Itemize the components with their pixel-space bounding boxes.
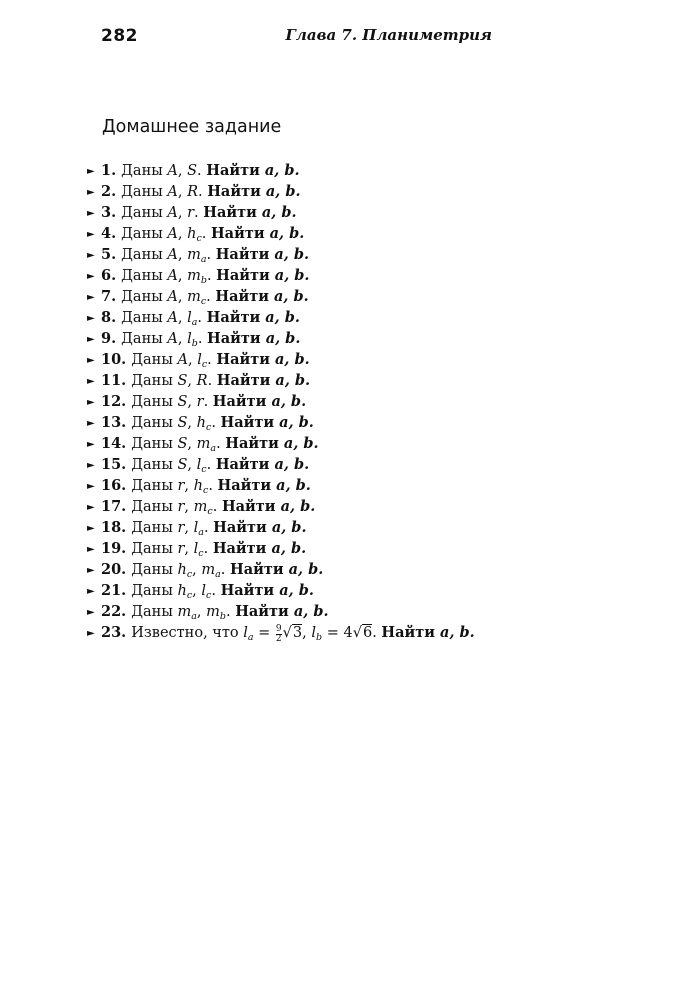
variable-letter: r bbox=[177, 520, 185, 536]
triangle-marker-icon: ► bbox=[87, 439, 95, 450]
math-variable bbox=[167, 247, 177, 263]
given-word: Даны bbox=[121, 205, 168, 221]
problem-text: Даны S, $m_a$. Найти a, b. bbox=[131, 435, 319, 454]
variable-letter: m bbox=[187, 247, 201, 263]
variable-subscript: c bbox=[206, 590, 212, 601]
triangle-marker-icon: ► bbox=[87, 292, 95, 303]
find-word: Найти bbox=[225, 435, 284, 452]
problem-text: Даны A, $m_a$. Найти a, b. bbox=[121, 246, 310, 265]
given-word: Даны bbox=[131, 352, 178, 368]
math-variable bbox=[167, 226, 177, 242]
problem-text: Даны r, $l_c$. Найти a, b. bbox=[131, 540, 307, 559]
problem-item bbox=[87, 349, 475, 370]
problem-item bbox=[87, 160, 475, 181]
problem-number: 13. bbox=[101, 414, 127, 431]
triangle-marker-icon: ► bbox=[87, 166, 95, 177]
variable-letter: l bbox=[187, 310, 192, 326]
triangle-marker-icon: ► bbox=[87, 481, 95, 492]
problem-list bbox=[87, 160, 475, 643]
target-variables: a, b. bbox=[275, 372, 311, 389]
variable-letter: r bbox=[177, 541, 185, 557]
target-variables: a, b. bbox=[276, 477, 311, 494]
variable-letter: S bbox=[177, 394, 188, 410]
math-variable bbox=[177, 373, 187, 389]
problem-text: Даны r, $l_a$. Найти a, b. bbox=[131, 519, 307, 538]
given-word: Даны bbox=[131, 583, 178, 599]
target-variables: a, b. bbox=[265, 330, 301, 347]
math-variable bbox=[167, 268, 177, 284]
variable-letter: R bbox=[196, 373, 208, 389]
variable-letter: h bbox=[193, 478, 203, 494]
section-title: Домашнее задание bbox=[102, 117, 282, 137]
math-variable bbox=[194, 541, 204, 557]
find-word: Найти bbox=[217, 477, 277, 494]
given-word: Даны bbox=[131, 373, 178, 389]
problem-number: 5. bbox=[101, 246, 117, 263]
variable-letter: l bbox=[187, 331, 192, 347]
problem-text: Даны S, r. Найти a, b. bbox=[131, 393, 307, 410]
problem-number: 21. bbox=[101, 582, 127, 599]
math-variable bbox=[177, 415, 187, 431]
given-word: Даны bbox=[121, 226, 168, 242]
find-word: Найти bbox=[235, 603, 294, 620]
problem-text: Известно, что $l_a$ = $\frac{9}{2}$ √3, $l_b = 4√6$. Найти a, b. bbox=[131, 624, 475, 644]
radicand: 3 bbox=[292, 625, 303, 641]
find-word: Найти bbox=[216, 372, 276, 389]
math-variable bbox=[177, 583, 192, 599]
problem-item bbox=[87, 412, 475, 433]
problem-text: Даны A, $m_b$. Найти a, b. bbox=[121, 267, 310, 286]
target-variables: a, b. bbox=[280, 498, 316, 515]
variable-subscript: a bbox=[191, 611, 197, 622]
variable-letter: A bbox=[167, 163, 178, 179]
problem-number: 18. bbox=[101, 519, 127, 536]
find-word: Найти bbox=[220, 582, 280, 599]
page-number: 282 bbox=[101, 26, 138, 46]
problem-text: Даны S, $l_c$. Найти a, b. bbox=[131, 456, 310, 475]
math-variable bbox=[197, 352, 207, 368]
math-variable bbox=[167, 289, 177, 305]
variable-letter: A bbox=[177, 352, 188, 368]
find-word: Найти bbox=[207, 330, 266, 347]
find-word: Найти bbox=[381, 624, 441, 641]
math-variable bbox=[167, 310, 177, 326]
math-variable bbox=[197, 373, 208, 389]
problem-item bbox=[87, 601, 475, 622]
given-word: Даны bbox=[121, 310, 168, 326]
triangle-marker-icon: ► bbox=[87, 334, 95, 345]
math-variable bbox=[177, 499, 184, 515]
problem-number: 1. bbox=[101, 162, 117, 179]
variable-letter: A bbox=[167, 247, 178, 263]
variable-subscript: c bbox=[207, 506, 213, 517]
running-head: Глава 7. Планиметрия bbox=[285, 26, 492, 44]
target-variables: a, b. bbox=[271, 393, 307, 410]
math-variable bbox=[197, 415, 212, 431]
given-word: Даны bbox=[131, 457, 178, 473]
variable-subscript: a bbox=[191, 317, 198, 328]
math-variable bbox=[206, 604, 226, 620]
math-variable bbox=[177, 457, 187, 473]
problem-item bbox=[87, 370, 475, 391]
variable-letter: A bbox=[167, 289, 178, 305]
given-word: Даны bbox=[131, 520, 178, 536]
math-variable bbox=[167, 331, 177, 347]
math-variable bbox=[187, 163, 197, 179]
variable-subscript: c bbox=[202, 485, 209, 496]
variable-letter: l bbox=[196, 457, 202, 473]
variable-letter: m bbox=[201, 562, 216, 578]
triangle-marker-icon: ► bbox=[87, 271, 95, 282]
variable-letter: r bbox=[196, 394, 204, 410]
problem-item bbox=[87, 328, 475, 349]
variable-subscript: c bbox=[186, 569, 193, 580]
variable-letter: h bbox=[196, 415, 206, 431]
problem-number: 11. bbox=[101, 372, 127, 389]
target-variables: a, b. bbox=[265, 309, 300, 326]
given-word: Даны bbox=[121, 184, 168, 200]
problem-number: 9. bbox=[101, 330, 117, 347]
variable-subscript: b bbox=[200, 275, 207, 286]
problem-number: 7. bbox=[101, 288, 117, 305]
find-word: Найти bbox=[220, 414, 280, 431]
problem-text: Даны A, $h_c$. Найти a, b. bbox=[121, 225, 305, 244]
problem-item bbox=[87, 307, 475, 328]
triangle-marker-icon: ► bbox=[87, 313, 95, 324]
variable-letter: r bbox=[187, 205, 195, 221]
variable-letter: S bbox=[187, 163, 198, 179]
given-word: Даны bbox=[131, 478, 178, 494]
variable-letter: m bbox=[206, 604, 220, 620]
triangle-marker-icon: ► bbox=[87, 565, 95, 576]
triangle-marker-icon: ► bbox=[87, 502, 95, 513]
problem-item bbox=[87, 286, 475, 307]
given-word: Даны bbox=[121, 163, 168, 179]
problem-text: Даны A, R. Найти a, b. bbox=[121, 183, 301, 200]
variable-subscript: c bbox=[198, 548, 204, 559]
find-word: Найти bbox=[206, 162, 265, 179]
problem-text: Даны S, $h_c$. Найти a, b. bbox=[131, 414, 314, 433]
variable-letter: m bbox=[193, 499, 208, 515]
variable-letter: l bbox=[197, 352, 202, 368]
variable-letter: l bbox=[243, 625, 248, 641]
target-variables: a, b. bbox=[271, 540, 307, 557]
triangle-marker-icon: ► bbox=[87, 544, 95, 555]
math-variable bbox=[187, 226, 202, 242]
radicand: 6 bbox=[362, 625, 373, 641]
target-variables: a, b. bbox=[293, 603, 329, 620]
given-word: Даны bbox=[121, 289, 168, 305]
problem-text: Даны A, r. Найти a, b. bbox=[121, 204, 297, 221]
variable-subscript: b bbox=[191, 338, 198, 349]
variable-letter: A bbox=[167, 184, 178, 200]
variable-letter: m bbox=[187, 268, 201, 284]
find-word: Найти bbox=[221, 498, 281, 515]
problem-number: 2. bbox=[101, 183, 117, 200]
math-variable bbox=[177, 352, 187, 368]
variable-letter: l bbox=[193, 541, 199, 557]
target-variables: a, b. bbox=[288, 561, 324, 578]
fraction bbox=[276, 625, 282, 644]
math-variable bbox=[197, 394, 204, 410]
problem-text: Даны A, S. Найти a, b. bbox=[121, 162, 300, 179]
find-word: Найти bbox=[215, 246, 275, 263]
variable-subscript: c bbox=[196, 233, 202, 244]
variable-letter: A bbox=[167, 310, 178, 326]
target-variables: a, b. bbox=[275, 351, 310, 368]
problem-text: Даны A, $m_c$. Найти a, b. bbox=[121, 288, 309, 307]
problem-number: 20. bbox=[101, 561, 127, 578]
radical-sign: √ bbox=[352, 625, 362, 641]
math-variable bbox=[197, 436, 216, 452]
variable-letter: A bbox=[167, 205, 178, 221]
math-variable bbox=[187, 268, 207, 284]
variable-letter: l bbox=[193, 520, 199, 536]
problem-item bbox=[87, 454, 475, 475]
math-variable bbox=[187, 184, 198, 200]
problem-item bbox=[87, 202, 475, 223]
math-variable bbox=[187, 205, 194, 221]
variable-subscript: a bbox=[210, 443, 217, 454]
given-word: Даны bbox=[131, 394, 178, 410]
math-variable bbox=[187, 310, 197, 326]
variable-letter: h bbox=[187, 226, 197, 242]
given-word: Даны bbox=[131, 562, 178, 578]
given-word: Даны bbox=[131, 415, 178, 431]
find-word: Найти bbox=[212, 393, 272, 410]
problem-text: Даны A, $l_a$. Найти a, b. bbox=[121, 309, 300, 328]
problem-item bbox=[87, 580, 475, 601]
variable-subscript: a bbox=[198, 527, 204, 538]
problem-item bbox=[87, 181, 475, 202]
math-variable bbox=[177, 604, 196, 620]
variable-subscript: c bbox=[205, 422, 212, 433]
variable-letter: h bbox=[177, 583, 187, 599]
target-variables: a, b. bbox=[271, 519, 307, 536]
variable-subscript: b bbox=[219, 611, 226, 622]
math-variable bbox=[311, 625, 322, 641]
problem-item bbox=[87, 265, 475, 286]
given-word: Даны bbox=[131, 436, 178, 452]
problem-text: Даны r, $h_c$. Найти a, b. bbox=[131, 477, 311, 496]
given-word: Даны bbox=[131, 499, 178, 515]
problem-item bbox=[87, 223, 475, 244]
variable-subscript: a bbox=[247, 632, 254, 643]
math-variable bbox=[177, 478, 184, 494]
variable-subscript: b bbox=[316, 632, 323, 643]
problem-number: 12. bbox=[101, 393, 127, 410]
math-variable bbox=[177, 436, 187, 452]
triangle-marker-icon: ► bbox=[87, 418, 95, 429]
math-variable bbox=[243, 625, 253, 641]
variable-letter: r bbox=[177, 499, 185, 515]
math-variable bbox=[177, 394, 187, 410]
triangle-marker-icon: ► bbox=[87, 376, 95, 387]
variable-letter: S bbox=[177, 373, 188, 389]
find-word: Найти bbox=[210, 225, 270, 242]
triangle-marker-icon: ► bbox=[87, 187, 95, 198]
target-variables: a, b. bbox=[283, 435, 319, 452]
variable-letter: m bbox=[177, 604, 192, 620]
variable-letter: S bbox=[177, 415, 188, 431]
fraction-numerator: 9 bbox=[275, 624, 282, 634]
problem-text: Даны r, $m_c$. Найти a, b. bbox=[131, 498, 316, 517]
target-variables: a, b. bbox=[274, 246, 310, 263]
problem-text: Даны $m_a$, $m_b$. Найти a, b. bbox=[131, 603, 329, 622]
triangle-marker-icon: ► bbox=[87, 586, 95, 597]
target-variables: a, b. bbox=[279, 414, 314, 431]
problem-number: 4. bbox=[101, 225, 117, 242]
target-variables: a, b. bbox=[279, 582, 314, 599]
square-root bbox=[353, 624, 372, 641]
variable-letter: m bbox=[187, 289, 201, 305]
target-variables: a, b. bbox=[261, 204, 297, 221]
problem-item bbox=[87, 244, 475, 265]
problem-item bbox=[87, 475, 475, 496]
problem-number: 3. bbox=[101, 204, 117, 221]
math-variable bbox=[167, 205, 177, 221]
target-variables: a, b. bbox=[274, 267, 310, 284]
variable-subscript: c bbox=[200, 296, 207, 307]
variable-subscript: c bbox=[186, 590, 193, 601]
math-variable bbox=[201, 583, 211, 599]
problem-number: 22. bbox=[101, 603, 127, 620]
math-variable bbox=[194, 499, 213, 515]
triangle-marker-icon: ► bbox=[87, 523, 95, 534]
problem-item bbox=[87, 622, 475, 643]
variable-letter: S bbox=[177, 457, 188, 473]
variable-letter: h bbox=[177, 562, 187, 578]
find-word: Найти bbox=[203, 204, 262, 221]
problem-number: 15. bbox=[101, 456, 127, 473]
problem-item bbox=[87, 496, 475, 517]
math-variable bbox=[177, 520, 184, 536]
math-variable bbox=[177, 562, 192, 578]
variable-letter: S bbox=[177, 436, 188, 452]
square-root bbox=[283, 624, 302, 641]
problem-text: Даны $h_c$, $m_a$. Найти a, b. bbox=[131, 561, 324, 580]
problem-number: 6. bbox=[101, 267, 117, 284]
given-word: Даны bbox=[121, 247, 168, 263]
variable-letter: A bbox=[167, 226, 178, 242]
target-variables: a, b. bbox=[264, 162, 300, 179]
problem-number: 16. bbox=[101, 477, 127, 494]
triangle-marker-icon: ► bbox=[87, 250, 95, 261]
fraction-denominator: 2 bbox=[275, 634, 282, 644]
problem-text: Даны A, $l_c$. Найти a, b. bbox=[131, 351, 310, 370]
find-word: Найти bbox=[216, 267, 275, 284]
math-variable bbox=[187, 289, 206, 305]
find-word: Найти bbox=[207, 183, 266, 200]
variable-subscript: a bbox=[215, 569, 221, 580]
find-word: Найти bbox=[213, 519, 272, 536]
problem-text: Даны S, R. Найти a, b. bbox=[131, 372, 311, 389]
given-word: Даны bbox=[121, 331, 168, 347]
variable-letter: m bbox=[196, 436, 211, 452]
variable-letter: R bbox=[187, 184, 199, 200]
given-word: Даны bbox=[131, 541, 178, 557]
triangle-marker-icon: ► bbox=[87, 628, 95, 639]
radical-sign: √ bbox=[282, 625, 292, 641]
find-word: Найти bbox=[215, 456, 275, 473]
math-variable bbox=[187, 331, 198, 347]
variable-letter: A bbox=[167, 331, 178, 347]
find-word: Найти bbox=[216, 351, 276, 368]
problem-text: Даны $h_c$, $l_c$. Найти a, b. bbox=[131, 582, 314, 601]
variable-letter: r bbox=[177, 478, 185, 494]
target-variables: a, b. bbox=[274, 288, 309, 305]
math-variable bbox=[167, 163, 177, 179]
coefficient: 4 bbox=[343, 625, 353, 641]
problem-number: 17. bbox=[101, 498, 127, 515]
variable-subscript: a bbox=[200, 254, 207, 265]
given-word: Даны bbox=[131, 604, 178, 620]
find-word: Найти bbox=[206, 309, 266, 326]
target-variables: a, b. bbox=[265, 183, 301, 200]
target-variables: a, b. bbox=[269, 225, 305, 242]
math-variable bbox=[194, 520, 204, 536]
problem-item bbox=[87, 517, 475, 538]
problem-item bbox=[87, 391, 475, 412]
problem-number: 8. bbox=[101, 309, 117, 326]
variable-letter: A bbox=[167, 268, 178, 284]
problem-number: 14. bbox=[101, 435, 127, 452]
triangle-marker-icon: ► bbox=[87, 208, 95, 219]
problem-number: 10. bbox=[101, 351, 127, 368]
variable-letter: l bbox=[201, 583, 207, 599]
math-variable bbox=[201, 562, 220, 578]
triangle-marker-icon: ► bbox=[87, 460, 95, 471]
triangle-marker-icon: ► bbox=[87, 397, 95, 408]
problem-number: 23. bbox=[101, 624, 127, 641]
find-word: Найти bbox=[212, 540, 272, 557]
triangle-marker-icon: ► bbox=[87, 355, 95, 366]
target-variables: a, b. bbox=[274, 456, 310, 473]
find-word: Найти bbox=[215, 288, 275, 305]
problem-item bbox=[87, 433, 475, 454]
problem-number: 19. bbox=[101, 540, 127, 557]
intro-text: Известно, что bbox=[131, 625, 244, 641]
triangle-marker-icon: ► bbox=[87, 607, 95, 618]
math-variable bbox=[194, 478, 209, 494]
problem-item bbox=[87, 559, 475, 580]
math-variable bbox=[187, 247, 206, 263]
variable-subscript: c bbox=[201, 359, 208, 370]
math-variable bbox=[197, 457, 207, 473]
variable-letter: l bbox=[311, 625, 316, 641]
target-variables: a, b. bbox=[440, 624, 475, 641]
math-variable bbox=[177, 541, 184, 557]
problem-text: Даны A, $l_b$. Найти a, b. bbox=[121, 330, 301, 349]
problem-item bbox=[87, 538, 475, 559]
variable-subscript: c bbox=[201, 464, 207, 475]
find-word: Найти bbox=[230, 561, 289, 578]
math-variable bbox=[167, 184, 177, 200]
given-word: Даны bbox=[121, 268, 168, 284]
triangle-marker-icon: ► bbox=[87, 229, 95, 240]
